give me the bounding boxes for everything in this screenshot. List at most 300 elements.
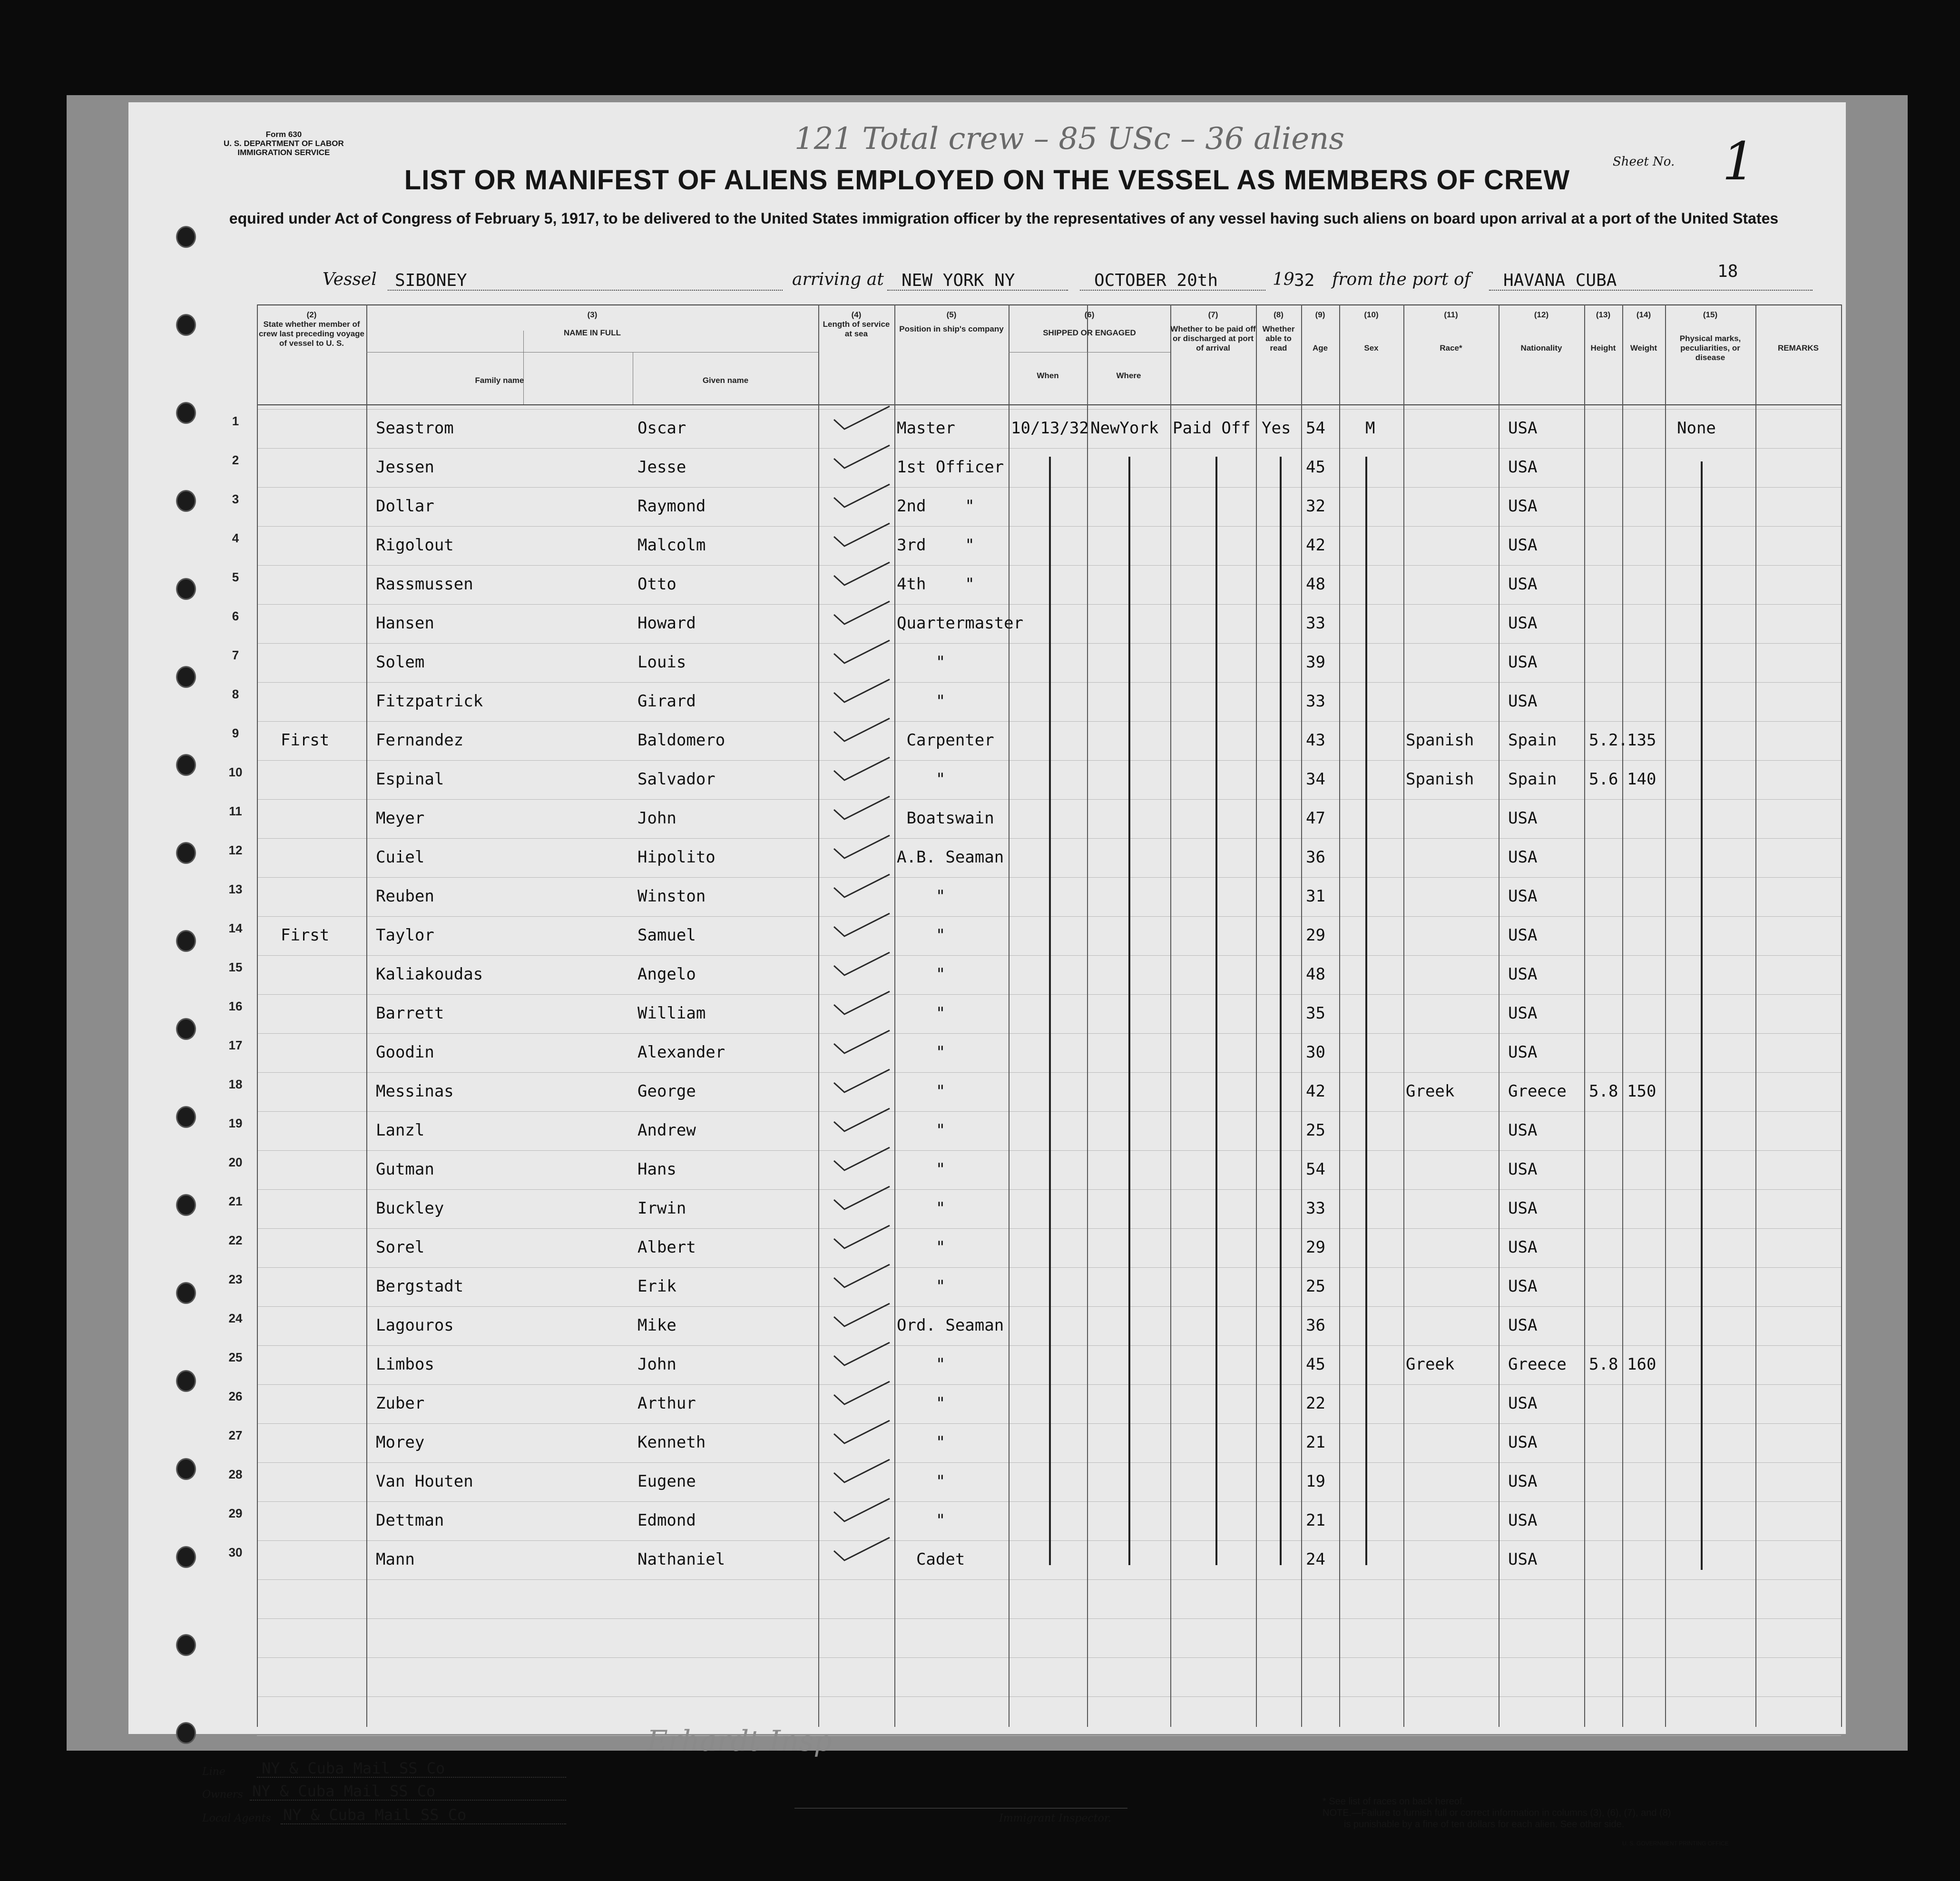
cell-given: Alexander <box>637 1043 725 1062</box>
check-mark-icon <box>830 950 892 979</box>
cell-position: " <box>897 1511 946 1530</box>
check-mark-icon <box>830 521 892 550</box>
cell-family: Lanzl <box>376 1121 425 1140</box>
cell-family: Morey <box>376 1433 425 1452</box>
cell-paid: Paid Off <box>1173 419 1251 438</box>
cell-nat: USA <box>1508 536 1538 555</box>
cell-age: 48 <box>1306 965 1325 984</box>
punch-hole <box>176 1634 196 1656</box>
row-number: 26 <box>228 1389 243 1403</box>
cell-when: 10/13/32 <box>1011 419 1089 438</box>
cell-family: Solem <box>376 653 425 672</box>
col3b-header: Given name <box>702 376 749 385</box>
cell-given: Samuel <box>637 926 696 945</box>
cell-race: Greek <box>1406 1082 1455 1101</box>
arrival-year: 32 <box>1294 271 1315 290</box>
cell-given: Edmond <box>637 1511 696 1530</box>
cell-given: Jesse <box>637 458 686 477</box>
cell-given: Nathaniel <box>637 1550 725 1569</box>
remarks-header: REMARKS <box>1778 343 1819 353</box>
cell-given: Raymond <box>637 497 706 516</box>
check-mark-icon <box>830 911 892 940</box>
cell-nat: Spain <box>1508 770 1557 789</box>
cell-age: 39 <box>1306 653 1325 672</box>
col13-header: Height <box>1590 343 1616 353</box>
check-mark-icon <box>830 560 892 589</box>
cell-marks: None <box>1677 419 1716 438</box>
cell-family: Goodin <box>376 1043 434 1062</box>
cell-family: Rigolout <box>376 536 454 555</box>
cell-position: 4th " <box>897 575 975 594</box>
col6-header: SHIPPED OR ENGAGED <box>1043 328 1136 337</box>
check-mark-icon <box>830 1224 892 1252</box>
cell-nat: USA <box>1508 1121 1538 1140</box>
col3a-header: Family name <box>475 376 524 385</box>
col11-header: Race* <box>1440 343 1462 353</box>
col2-number: (2) <box>306 310 317 319</box>
cell-position: Boatswain <box>897 809 994 828</box>
cell-nat: USA <box>1508 887 1538 906</box>
check-mark-icon <box>830 1146 892 1174</box>
cell-given: William <box>637 1004 706 1023</box>
cell-family: Zuber <box>376 1394 425 1413</box>
cell-nat: USA <box>1508 1043 1538 1062</box>
check-mark-icon <box>830 1107 892 1135</box>
row-number: 2 <box>232 453 239 467</box>
cell-age: 25 <box>1306 1121 1325 1140</box>
cell-given: Irwin <box>637 1199 686 1218</box>
year-prefix: 19 <box>1273 270 1294 289</box>
cell-nat: USA <box>1508 965 1538 984</box>
row-number: 29 <box>228 1506 243 1520</box>
row-number: 19 <box>228 1116 243 1130</box>
cell-age: 19 <box>1306 1472 1325 1491</box>
col9-number: (9) <box>1315 310 1325 319</box>
cell-race: Greek <box>1406 1355 1455 1374</box>
punch-hole <box>176 842 196 864</box>
col2-header: State whether member of crew last preceding voyage of vessel to U. S. <box>258 320 365 348</box>
check-mark-icon <box>830 794 892 823</box>
cell-given: Angelo <box>637 965 696 984</box>
cell-nat: Greece <box>1508 1082 1567 1101</box>
cell-age: 30 <box>1306 1043 1325 1062</box>
cell-position: " <box>897 1355 946 1374</box>
col10-header: Sex <box>1364 343 1379 353</box>
row-number: 9 <box>232 726 239 740</box>
cell-position: 3rd " <box>897 536 975 555</box>
cell-weight: 135 <box>1627 731 1656 750</box>
cell-position: " <box>897 1199 946 1218</box>
cell-family: Kaliakoudas <box>376 965 483 984</box>
col7-header: Whether to be paid off or discharged at port of arrival <box>1170 324 1256 353</box>
cell-given: John <box>637 1355 676 1374</box>
row-number: 17 <box>228 1038 243 1052</box>
row-number: 13 <box>228 882 243 896</box>
cell-weight: 160 <box>1627 1355 1656 1374</box>
col14-number: (14) <box>1636 310 1651 319</box>
cell-given: Baldomero <box>637 731 725 750</box>
form-number-block <box>224 130 344 157</box>
cell-nat: USA <box>1508 1277 1538 1296</box>
cell-nat: USA <box>1508 1433 1538 1452</box>
vessel-name: SIBONEY <box>395 271 467 290</box>
col15-header: Physical marks, peculiarities, or disease <box>1679 334 1741 362</box>
cell-position: A.B. Seaman <box>897 848 1004 867</box>
cell-nat: USA <box>1508 1550 1538 1569</box>
punch-hole <box>176 1018 196 1040</box>
col9-header: Age <box>1312 343 1328 353</box>
cell-age: 47 <box>1306 809 1325 828</box>
col14-header: Weight <box>1630 343 1657 353</box>
row-number: 16 <box>228 999 243 1013</box>
cell-nat: USA <box>1508 1394 1538 1413</box>
col6b-header: Where <box>1116 371 1141 380</box>
cell-sex: M <box>1365 419 1375 438</box>
row-number: 27 <box>228 1428 243 1442</box>
cell-position: " <box>897 1277 946 1296</box>
check-mark-icon <box>830 677 892 706</box>
cell-nat: Greece <box>1508 1355 1567 1374</box>
cell-age: 45 <box>1306 1355 1325 1374</box>
cell-family: Hansen <box>376 614 434 633</box>
punch-hole <box>176 1282 196 1304</box>
row-number: 6 <box>232 609 239 623</box>
cell-position: Carpenter <box>897 731 994 750</box>
cell-family: Taylor <box>376 926 434 945</box>
row-number: 22 <box>228 1233 243 1247</box>
cell-family: Meyer <box>376 809 425 828</box>
cell-given: Hans <box>637 1160 676 1179</box>
cell-family: Seastrom <box>376 419 454 438</box>
punch-hole <box>176 1458 196 1480</box>
check-mark-icon <box>830 1185 892 1213</box>
from-port-label: from the port of <box>1332 270 1471 289</box>
cell-given: Oscar <box>637 419 686 438</box>
cell-family: Messinas <box>376 1082 454 1101</box>
col6a-header: When <box>1037 371 1059 380</box>
col13-number: (13) <box>1596 310 1611 319</box>
row-number: 15 <box>228 960 243 974</box>
check-mark-icon <box>830 1029 892 1057</box>
cell-age: 32 <box>1306 497 1325 516</box>
agents-value: NY & Cuba Mail SS Co <box>283 1806 467 1824</box>
races-note: * See list of races on back hereof. <box>1323 1796 1465 1807</box>
punch-hole <box>176 1546 196 1568</box>
department: U. S. DEPARTMENT OF LABOR <box>224 139 344 148</box>
check-mark-icon <box>830 755 892 784</box>
punch-hole <box>176 490 196 512</box>
check-mark-icon <box>830 872 892 901</box>
punch-hole <box>176 578 196 600</box>
cell-position: " <box>897 1472 946 1491</box>
cell-family: Limbos <box>376 1355 434 1374</box>
cell-height: 5.8 <box>1589 1355 1618 1374</box>
cell-age: 34 <box>1306 770 1325 789</box>
cell-age: 54 <box>1306 1160 1325 1179</box>
cell-family: Sorel <box>376 1238 425 1257</box>
cell-height: 5.2. <box>1589 731 1628 750</box>
cell-age: 42 <box>1306 536 1325 555</box>
cell-race: Spanish <box>1406 731 1474 750</box>
cell-position: " <box>897 1433 946 1452</box>
check-mark-icon <box>830 599 892 628</box>
punch-hole <box>176 1106 196 1128</box>
check-mark-icon <box>830 1380 892 1408</box>
cell-given: Winston <box>637 887 706 906</box>
arriving-port: NEW YORK NY <box>902 271 1015 290</box>
cell-position: Cadet <box>897 1550 965 1569</box>
punch-hole <box>176 754 196 776</box>
form-number: Form 630 <box>265 130 302 139</box>
cell-age: 48 <box>1306 575 1325 594</box>
cell-given: Arthur <box>637 1394 696 1413</box>
cell-nat: USA <box>1508 1238 1538 1257</box>
cell-age: 21 <box>1306 1433 1325 1452</box>
col12-header: Nationality <box>1520 343 1562 353</box>
punch-hole <box>176 402 196 424</box>
cell-position: " <box>897 965 946 984</box>
row-number: 10 <box>228 765 243 779</box>
cell-position: " <box>897 770 946 789</box>
vessel-label: Vessel <box>323 270 377 289</box>
cell-family: Van Houten <box>376 1472 473 1491</box>
check-mark-icon <box>830 1263 892 1291</box>
cell-weight: 150 <box>1627 1082 1656 1101</box>
cell-age: 45 <box>1306 458 1325 477</box>
cell-age: 21 <box>1306 1511 1325 1530</box>
cell-family: Dollar <box>376 497 434 516</box>
inspector-signature: Erhardt Insp <box>647 1724 832 1758</box>
cell-nat: USA <box>1508 614 1538 633</box>
line-value: NY & Cuba Mail SS Co <box>262 1759 445 1777</box>
cell-nat: USA <box>1508 1199 1538 1218</box>
page-subtitle: equired under Act of Congress of February 5, 1917, to be delivered to the United States immigration officer by the representatives of any vessel having such aliens on board upon arrival at a port of the United States <box>229 210 1779 227</box>
cell-position: Quartermaster <box>897 614 1024 633</box>
row-number: 3 <box>232 492 239 506</box>
printer-mark: U. S. GOVERNMENT PRINTING OFFICE <box>1622 1840 1729 1847</box>
punch-hole <box>176 1370 196 1392</box>
cell-nat: USA <box>1508 653 1538 672</box>
row-number: 8 <box>232 687 239 701</box>
row-number: 20 <box>228 1155 243 1169</box>
col3-number: (3) <box>587 310 598 319</box>
cell-age: 29 <box>1306 1238 1325 1257</box>
col5-number: (5) <box>946 310 957 319</box>
row-number: 4 <box>232 531 239 545</box>
cell-position: Master <box>897 419 955 438</box>
cell-age: 54 <box>1306 419 1325 438</box>
line-label: Line <box>202 1766 225 1778</box>
cell-nat: USA <box>1508 1004 1538 1023</box>
col3-header: NAME IN FULL <box>564 328 621 337</box>
cell-nat: Spain <box>1508 731 1557 750</box>
cell-family: Cuiel <box>376 848 425 867</box>
row-number: 14 <box>228 921 243 935</box>
cell-given: John <box>637 809 676 828</box>
cell-position: 1st Officer <box>897 458 1004 477</box>
cell-weight: 140 <box>1627 770 1656 789</box>
manifest-sheet <box>128 102 1846 1847</box>
fine-note-2: is punishable by a fine of ten dollars for each alien. See other side. <box>1344 1819 1625 1830</box>
page-title: LIST OR MANIFEST OF ALIENS EMPLOYED ON THE VESSEL AS MEMBERS OF CREW <box>404 165 1570 196</box>
cell-position: " <box>897 887 946 906</box>
cell-family: Lagouros <box>376 1316 454 1335</box>
col12-number: (12) <box>1534 310 1549 319</box>
check-mark-icon <box>830 716 892 745</box>
inspector-label: Immigrant Inspector. <box>999 1812 1111 1824</box>
cell-family: Reuben <box>376 887 434 906</box>
service: IMMIGRATION SERVICE <box>237 148 330 157</box>
punch-hole <box>176 1194 196 1216</box>
check-mark-icon <box>830 638 892 667</box>
punch-hole <box>176 226 196 248</box>
cell-height: 5.8 <box>1589 1082 1618 1101</box>
cell-position: " <box>897 1082 946 1101</box>
col15-number: (15) <box>1703 310 1718 319</box>
cell-position: " <box>897 653 946 672</box>
cell-read: Yes <box>1262 419 1291 438</box>
row-number: 5 <box>232 570 239 584</box>
owners-value: NY & Cuba Mail SS Co <box>252 1782 436 1800</box>
cell-family: Fernandez <box>376 731 464 750</box>
col5-header: Position in ship's company <box>899 324 1004 333</box>
row-number: 11 <box>229 804 242 818</box>
cell-position: " <box>897 1004 946 1023</box>
cell-age: 33 <box>1306 692 1325 711</box>
arrival-date: OCTOBER 20th <box>1094 271 1218 290</box>
row-number: 24 <box>228 1311 243 1325</box>
cell-nat: USA <box>1508 458 1538 477</box>
cell-position: " <box>897 926 946 945</box>
cell-position: " <box>897 1043 946 1062</box>
cell-age: 22 <box>1306 1394 1325 1413</box>
cell-nat: USA <box>1508 848 1538 867</box>
row-number: 12 <box>228 843 243 857</box>
cell-family: Barrett <box>376 1004 444 1023</box>
col8-header: Whether able to read <box>1262 324 1295 353</box>
check-mark-icon <box>830 1068 892 1096</box>
cell-position: 2nd " <box>897 497 975 516</box>
check-mark-icon <box>830 1458 892 1486</box>
handwritten-crew-note: 121 Total crew – 85 USc – 36 aliens <box>794 121 1345 157</box>
cell-position: " <box>897 692 946 711</box>
cell-position: " <box>897 1160 946 1179</box>
cell-nat: USA <box>1508 926 1538 945</box>
check-mark-icon <box>830 1419 892 1447</box>
cell-age: 43 <box>1306 731 1325 750</box>
row-number: 1 <box>232 414 239 428</box>
check-mark-icon <box>830 404 892 433</box>
sheet-number-label: Sheet No. <box>1613 155 1675 169</box>
cell-given: George <box>637 1082 696 1101</box>
agents-label: Local Agents <box>202 1812 271 1824</box>
cell-age: 31 <box>1306 887 1325 906</box>
row-number: 7 <box>232 648 239 662</box>
cell-given: Howard <box>637 614 696 633</box>
check-mark-icon <box>830 1302 892 1330</box>
row-number: 23 <box>228 1272 243 1286</box>
cell-position: " <box>897 1394 946 1413</box>
col11-number: (11) <box>1444 310 1458 319</box>
cell-given: Girard <box>637 692 696 711</box>
check-mark-icon <box>830 1497 892 1525</box>
check-mark-icon <box>830 989 892 1018</box>
cell-family: Espinal <box>376 770 444 789</box>
row-number: 30 <box>228 1545 243 1559</box>
cell-family: Fitzpatrick <box>376 692 483 711</box>
cell-given: Salvador <box>637 770 715 789</box>
cell-age: 33 <box>1306 1199 1325 1218</box>
check-mark-icon <box>830 482 892 511</box>
cell-height: 5.6 <box>1589 770 1618 789</box>
cell-age: 24 <box>1306 1550 1325 1569</box>
departure-port: HAVANA CUBA <box>1503 271 1617 290</box>
cell-age: 25 <box>1306 1277 1325 1296</box>
cell-nat: USA <box>1508 575 1538 594</box>
cell-family: Buckley <box>376 1199 444 1218</box>
punch-hole <box>176 314 196 336</box>
crew-table <box>228 304 1841 1727</box>
page-count: 18 <box>1717 262 1738 281</box>
cell-nat: USA <box>1508 497 1538 516</box>
cell-age: 33 <box>1306 614 1325 633</box>
check-mark-icon <box>830 443 892 472</box>
cell-given: Kenneth <box>637 1433 706 1452</box>
cell-position: " <box>897 1238 946 1257</box>
row-number: 21 <box>228 1194 243 1208</box>
check-mark-icon <box>830 833 892 862</box>
cell-given: Erik <box>637 1277 676 1296</box>
cell-age: 36 <box>1306 1316 1325 1335</box>
check-mark-icon <box>830 1536 892 1564</box>
punch-hole <box>176 930 196 952</box>
cell-nat: USA <box>1508 692 1538 711</box>
cell-given: Albert <box>637 1238 696 1257</box>
cell-age: 42 <box>1306 1082 1325 1101</box>
fine-note-1: NOTE.—Failure to furnish full or correct information in columns (3), (6), (7), and (8) <box>1323 1808 1671 1818</box>
punch-hole <box>176 1722 196 1744</box>
cell-family: Bergstadt <box>376 1277 464 1296</box>
cell-nat: USA <box>1508 809 1538 828</box>
owners-label: Owners <box>202 1789 243 1801</box>
col4-header: Length of service at sea <box>823 320 890 338</box>
col7-number: (7) <box>1208 310 1218 319</box>
cell-family: Rassmussen <box>376 575 473 594</box>
cell-family: Gutman <box>376 1160 434 1179</box>
cell-family: Mann <box>376 1550 415 1569</box>
cell-nat: USA <box>1508 419 1538 438</box>
cell-where: NewYork <box>1090 419 1159 438</box>
cell-given: Andrew <box>637 1121 696 1140</box>
cell-given: Louis <box>637 653 686 672</box>
col6-number: (6) <box>1084 310 1095 319</box>
col8-number: (8) <box>1274 310 1284 319</box>
cell-age: 35 <box>1306 1004 1325 1023</box>
cell-family: Dettman <box>376 1511 444 1530</box>
row-number: 18 <box>228 1077 243 1091</box>
row-number: 28 <box>228 1467 243 1481</box>
col10-number: (10) <box>1364 310 1379 319</box>
sheet-number: 1 <box>1722 131 1755 192</box>
cell-nat: USA <box>1508 1511 1538 1530</box>
cell-given: Eugene <box>637 1472 696 1491</box>
cell-given: Otto <box>637 575 676 594</box>
cell-age: 29 <box>1306 926 1325 945</box>
cell-race: Spanish <box>1406 770 1474 789</box>
cell-prior: First <box>281 731 330 750</box>
cell-given: Mike <box>637 1316 676 1335</box>
col4-number: (4) <box>851 310 862 319</box>
